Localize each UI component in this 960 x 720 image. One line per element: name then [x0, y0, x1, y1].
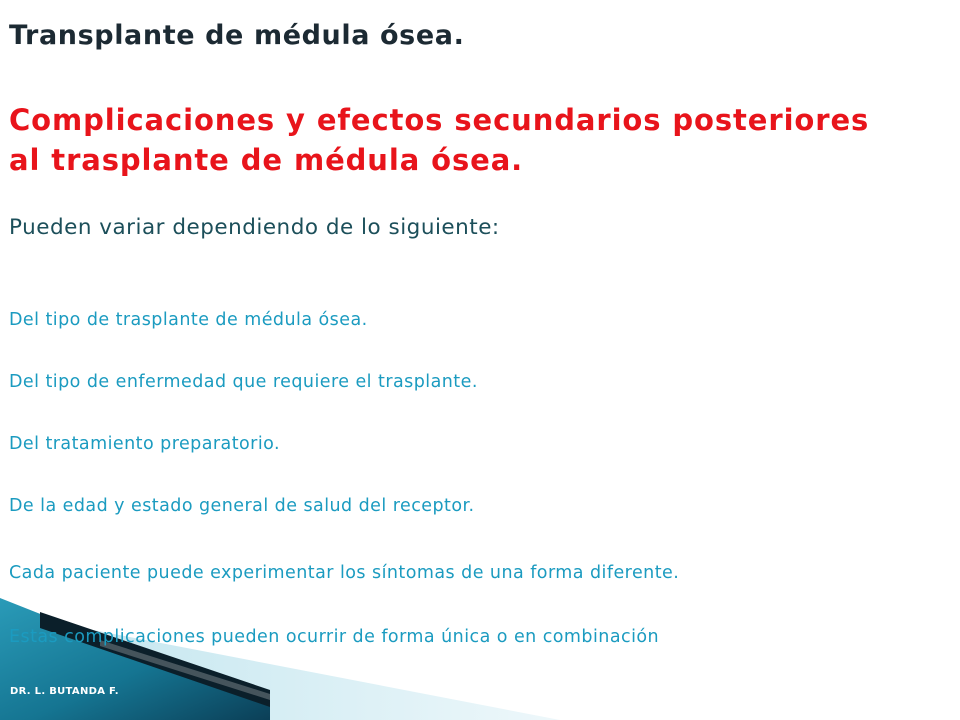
list-item: Del tipo de enfermedad que requiere el trasplante.	[9, 372, 478, 392]
slide-title: Transplante de médula ósea.	[9, 20, 465, 51]
list-item: De la edad y estado general de salud del receptor.	[9, 496, 475, 516]
slide-subtitle	[9, 100, 869, 180]
list-item: Del tratamiento preparatorio.	[9, 434, 281, 454]
list-item: Cada paciente puede experimentar los síntomas de una forma diferente.	[9, 563, 680, 583]
footer-author: DR. L. BUTANDA F.	[10, 686, 119, 697]
list-item: Estas complicaciones pueden ocurrir de forma única o en combinación	[9, 627, 660, 647]
subtitle-line-2: al trasplante de médula ósea.	[9, 143, 524, 177]
list-item: Del tipo de trasplante de médula ósea.	[9, 310, 368, 330]
lead-text: Pueden variar dependiendo de lo siguiente:	[9, 215, 500, 240]
subtitle-line-1: Complicaciones y efectos secundarios posteriores	[9, 103, 870, 137]
